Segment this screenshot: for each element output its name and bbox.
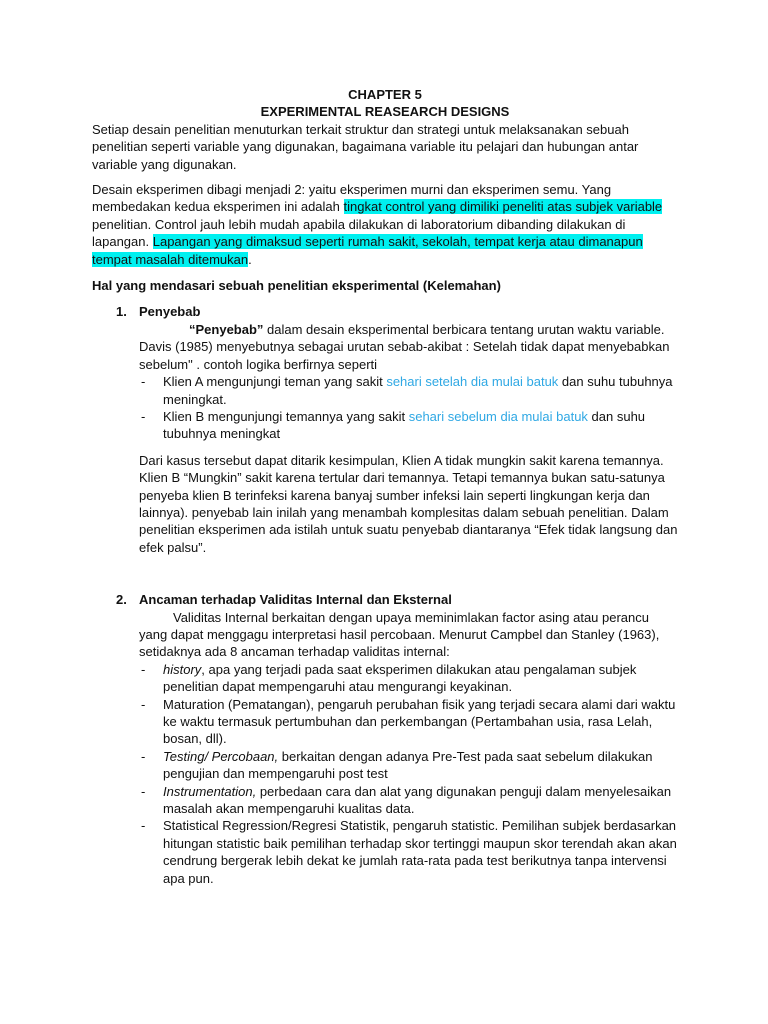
design-highlight-1: tingkat control yang dimiliki peneliti atas subjek variable	[343, 199, 663, 215]
section-number: 2.	[116, 592, 127, 608]
section-title: Penyebab	[139, 304, 201, 320]
list-item-text: Statistical Regression/Regresi Statistik, pengaruh statistic. Pemilihan subjek berdasarkan hitungan statistic baik pemilihan terhadap skor tertinggi maupun skor terendah akan akan cendrung bergerak lebih dekat ke jumlah rata-rata pada test berikutnya tanpa intervensi apa pun.	[163, 818, 677, 886]
list-item-term: history	[163, 661, 202, 677]
lead-text: dalam desain eksperimental berbicara tentang urutan waktu variable. Davis (1985) menyebutnya sebagai urutan sebab-akibat : Setelah tidak dapat menyebabkan sebelum" . contoh logika berfirnya seperti	[139, 321, 670, 372]
section-number: 1.	[116, 304, 127, 320]
section-penyebab	[92, 303, 678, 556]
list-item-text-end: dan suhu tubuhnya meningkat	[163, 408, 646, 442]
threat-list	[139, 661, 678, 887]
section-lead	[139, 321, 678, 373]
list-item-highlight: sehari setelah dia mulai batuk	[386, 374, 559, 390]
design-text-3: .	[248, 251, 252, 267]
list-item	[139, 783, 678, 818]
section-lead	[139, 609, 678, 661]
lead-term: “Penyebab”	[189, 321, 264, 337]
design-text-2: penelitian. Control jauh lebih mudah apabila dilakukan di laboratorium dibanding dilakukan di lapangan.	[92, 216, 626, 250]
conclusion-paragraph: Dari kasus tersebut dapat ditarik kesimpulan, Klien A tidak mungkin sakit karena temannya. Klien B “Mungkin” sakit karena tertular dari temannya. Tetapi temannya bukan satu-satunya penyeba klien B terinfeksi karena banyaj sumber infeksi lain seperti lingkungan kerja dan lainnya). penyebab lain inilah yang menambah komplesitas dalam sebuah penelitian. Dalam penelitian eksperimen ada istilah untuk suatu penyebab diantaranya “Efek tidak langsung dan efek palsu”.	[139, 452, 678, 555]
design-paragraph	[92, 181, 678, 268]
example-list	[139, 373, 678, 443]
list-item	[139, 661, 678, 696]
chapter-title: EXPERIMENTAL REASEARCH DESIGNS	[260, 104, 510, 120]
list-item-highlight: sehari sebelum dia mulai batuk	[408, 408, 588, 424]
list-item	[139, 408, 678, 443]
list-item-text: Maturation (Pematangan), pengaruh perubahan fisik yang terjadi secara alami dari waktu ke waktu termasuk pertumbuhan dan perkembangan (Pertambahan usia, rasa Lelah, bosan, dll).	[163, 696, 676, 747]
list-item-text: berkaitan dengan adanya Pre-Test pada saat sebelum dilakukan pengujian dan mempengaruhi post test	[163, 748, 653, 782]
list-item	[139, 817, 678, 887]
list-item	[139, 748, 678, 783]
list-item-term: Testing/ Percobaan,	[163, 748, 279, 764]
lead-text: Validitas Internal berkaitan dengan upaya meminimlakan factor asing atau perancu yang dapat menggagu interpretasi hasil percobaan. Menurut Campbel dan Stanley (1963), setidaknya ada 8 ancaman terhadap validitas internal:	[139, 609, 660, 660]
list-item-text-end: dan suhu tubuhnya meningkat.	[163, 374, 673, 407]
page-body	[92, 86, 678, 887]
list-item-text: , apa yang terjadi pada saat eksperimen dilakukan atau pengalaman subjek penelitian dapat mempengaruhi atau mengurangi keyakinan.	[163, 661, 637, 695]
design-highlight-2: Lapangan yang dimaksud seperti rumah sakit, sekolah, tempat kerja atau dimanapun tempat masalah ditemukan	[92, 234, 643, 267]
list-item	[139, 696, 678, 748]
intro-paragraph: Setiap desain penelitian menuturkan terkait struktur dan strategi untuk melaksanakan sebuah penelitian seperti variable yang digunakan, bagaimana variable itu pelajari dan hubungan antar variable yang digunakan.	[92, 121, 639, 172]
section-title: Ancaman terhadap Validitas Internal dan Eksternal	[139, 592, 452, 608]
section-validitas	[92, 591, 678, 887]
list-item-text: perbedaan cara dan alat yang digunakan penguji dalam menyelesaikan masalah akan mempengaruhi kualitas data.	[163, 783, 672, 817]
chapter-label: CHAPTER 5	[348, 87, 422, 102]
list-item-text: Klien B mengunjungi temannya yang sakit	[163, 408, 409, 424]
subheading: Hal yang mendasari sebuah penelitian eksperimental (Kelemahan)	[92, 278, 501, 294]
list-item-text: Klien A mengunjungi teman yang sakit	[163, 374, 387, 390]
list-item-term: Instrumentation,	[163, 783, 257, 799]
design-text-1: Desain eksperimen dibagi menjadi 2: yaitu eksperimen murni dan eksperimen semu. Yang membedakan kedua eksperimen ini adalah	[92, 182, 612, 215]
list-item	[139, 373, 678, 408]
